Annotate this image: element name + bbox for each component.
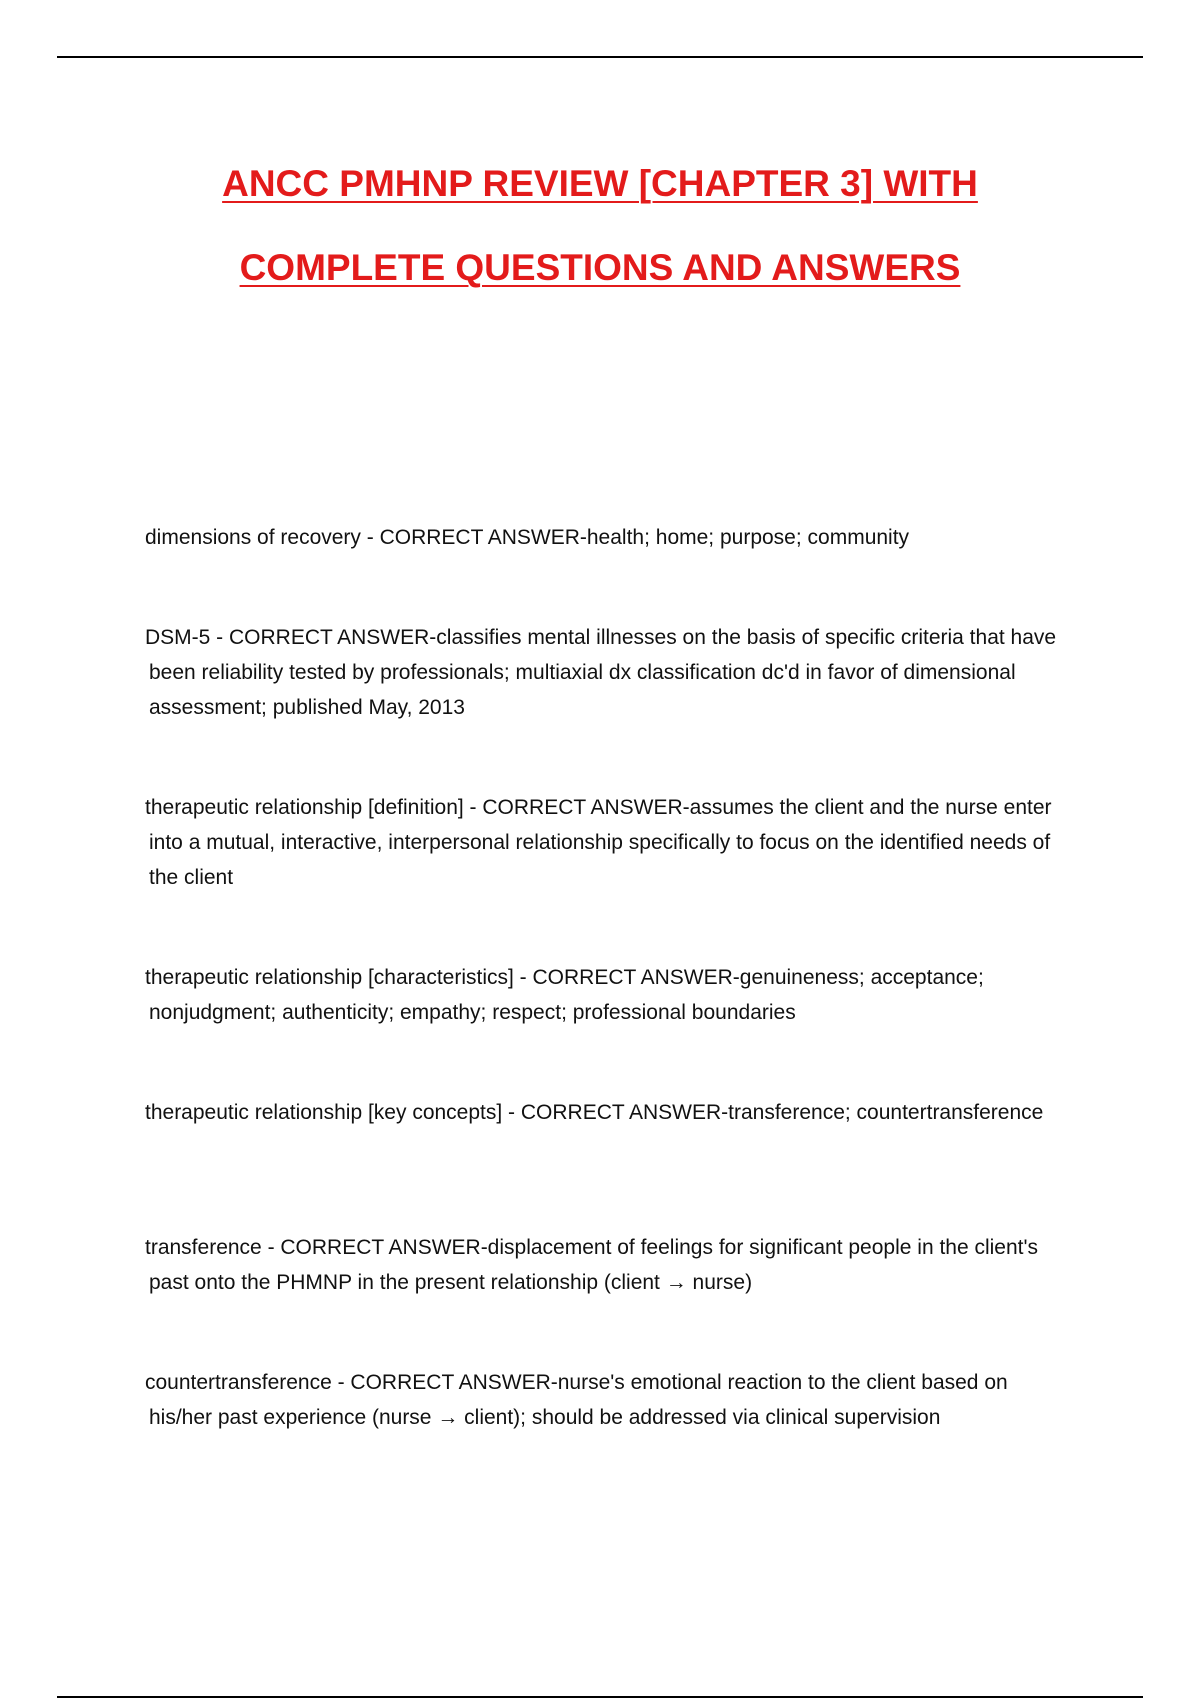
qa-entry — [145, 960, 1065, 1030]
qa-entry — [145, 620, 1065, 725]
qa-entry — [145, 1095, 1065, 1130]
qa-entry-text: countertransference - CORRECT ANSWER-nurse's emotional reaction to the client based on his/her past experience (nurse → client); should be addressed via clinical supervision — [145, 1371, 1008, 1429]
qa-entry-text: therapeutic relationship [key concepts] - CORRECT ANSWER-transference; countertransference — [145, 1101, 1044, 1124]
bottom-divider — [57, 1696, 1143, 1698]
top-divider — [57, 56, 1143, 58]
title-line-2: COMPLETE QUESTIONS AND ANSWERS — [239, 247, 961, 288]
qa-entry — [145, 520, 1065, 555]
document-title — [150, 142, 1050, 310]
qa-entry-text: dimensions of recovery - CORRECT ANSWER-health; home; purpose; community — [145, 526, 910, 549]
qa-entry — [145, 1365, 1065, 1435]
qa-entry-text: DSM-5 - CORRECT ANSWER-classifies mental illnesses on the basis of specific criteria that have been reliability tested by professionals; multiaxial dx classification dc'd in favor of dimensional assessment; published May, 2013 — [145, 626, 1057, 719]
qa-entry-text: therapeutic relationship [characteristics] - CORRECT ANSWER-genuineness; acceptance; nonjudgment; authenticity; empathy; respect; professional boundaries — [145, 966, 984, 1024]
qa-entry-text: transference - CORRECT ANSWER-displacement of feelings for significant people in the client's past onto the PHMNP in the present relationship (client → nurse) — [145, 1236, 1039, 1294]
qa-entry-text: therapeutic relationship [definition] - CORRECT ANSWER-assumes the client and the nurse enter into a mutual, interactive, interpersonal relationship specifically to focus on the identified needs of the client — [145, 796, 1052, 889]
qa-entry — [145, 790, 1065, 895]
qa-entry — [145, 1230, 1065, 1300]
title-line-1: ANCC PMHNP REVIEW [CHAPTER 3] WITH — [222, 163, 978, 204]
